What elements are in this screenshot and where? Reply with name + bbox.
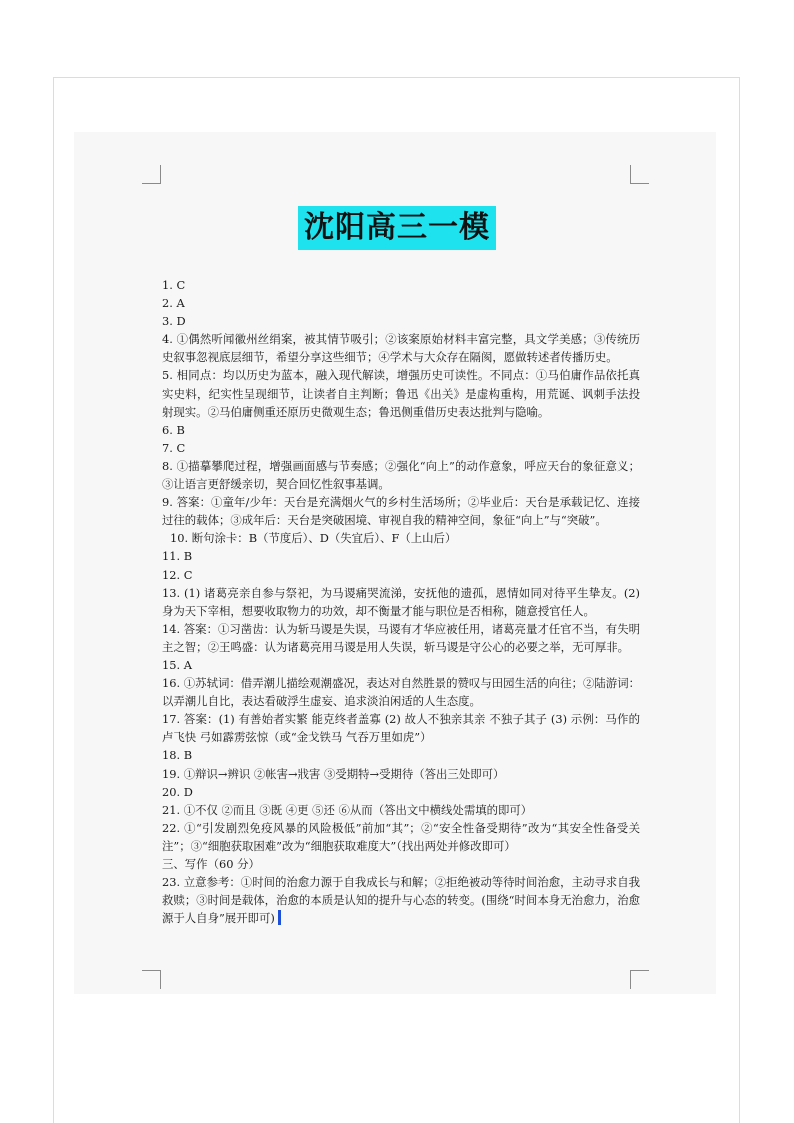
text-cursor — [278, 910, 281, 925]
answer-19: 19. ①辩识→辨识 ②帐害→戕害 ③受期特→受期待（答出三处即可） — [162, 766, 505, 781]
answer-14: 14. 答案：①习凿齿：认为斩马谡是失误，马谡有才华应被任用，诸葛亮量才任官不当，有失明主之智；②王鸣盛：认为诸葛亮用马谡是用人失误，斩马谡是守公心的必要之举，无可厚非。 — [162, 621, 640, 654]
answer-13: 13. (1) 诸葛亮亲自参与祭祀，为马谡痛哭流涕，安抚他的遗孤，恩情如同对待平生挚友。(2) 身为天下宰相，想要收取物力的功效，却不衡量才能与职位是否相称，随意授官任人。 — [162, 585, 640, 618]
answer-content[interactable] — [162, 276, 640, 927]
answer-1: 1. C — [162, 278, 186, 292]
page-title: 沈阳高三一模 — [298, 206, 496, 250]
answer-23 — [162, 873, 640, 927]
answer-22: 22. ①“引发剧烈免疫风暴的风险极低”前加“其”；②“安全性备受期待”改为“其安全性备受关注”；③“细胞获取困难”改为“细胞获取难度大”（找出两处并修改即可） — [162, 820, 640, 853]
answer-10: 10. 断句涂卡：B（节度后）、D（失宜后）、F（上山后） — [170, 531, 457, 546]
section-heading-writing: 三、写作（60 分） — [162, 857, 260, 871]
answer-21: 21. ①不仅 ②而且 ③既 ④更 ⑤还 ⑥从而（答出文中横线处需填的即可） — [162, 802, 533, 817]
title-wrapper — [0, 206, 794, 250]
answer-3: 3. D — [162, 314, 186, 329]
answer-17: 17. 答案：(1) 有善始者实繁 能克终者盖寡 (2) 故人不独亲其亲 不独子其子 (3) 示例：马作的卢飞快 弓如霹雳弦惊（或“金戈铁马 气吞万里如虎”） — [162, 712, 640, 745]
answer-18: 18. B — [162, 748, 193, 763]
answer-9: 9. 答案：①童年/少年：天台是充满烟火气的乡村生活场所；②毕业后：天台是承载记忆、连接过往的载体；③成年后：天台是突破困境、审视自我的精神空间，象征“向上”与“突破”。 — [162, 495, 640, 528]
answer-7: 7. C — [162, 440, 186, 455]
answer-23-text: 23. 立意参考：①时间的治愈力源于自我成长与和解；②拒绝被动等待时间治愈，主动寻求自我救赎；③时间是载体，治愈的本质是认知的提升与心态的转变。(围绕“时间本身无治愈力，治愈源于人自身”展开即可) — [162, 875, 640, 926]
answer-8: 8. ①描摹攀爬过程，增强画面感与节奏感；②强化“向上”的动作意象，呼应天台的象征意义；③让语言更舒缓亲切，契合回忆性叙事基调。 — [162, 458, 640, 492]
answer-5: 5. 相同点：均以历史为蓝本，融入现代解读，增强历史可读性。不同点：①马伯庸作品依托真实史料，纪实性呈现细节，让读者自主判断；鲁迅《出关》是虚构重构，用荒诞、讽刺手法投射现实。②马伯庸侧重还原历史微观生态；鲁迅侧重借历史表达批判与隐喻。 — [162, 368, 640, 419]
answer-20: 20. D — [162, 784, 193, 799]
answer-4: 4. ①偶然听闻徽州丝绢案，被其情节吸引；②该案原始材料丰富完整，具文学美感；③传统历史叙事忽视底层细节，希望分享这些细节；④学术与大众存在隔阂，愿做转述者传播历史。 — [162, 332, 640, 365]
answer-6: 6. B — [162, 422, 185, 437]
crop-mark-bottom-left — [142, 970, 161, 989]
crop-mark-top-right — [630, 165, 649, 184]
answer-11: 11. B — [162, 549, 193, 564]
crop-mark-bottom-right — [630, 970, 649, 989]
answer-15: 15. A — [162, 657, 192, 672]
answer-16: 16. ①苏轼词：借弄潮儿描绘观潮盛况，表达对自然胜景的赞叹与田园生活的向往；②陆游词：以弄潮儿自比，表达看破浮生虚妄、追求淡泊闲适的人生态度。 — [162, 676, 640, 709]
crop-mark-top-left — [142, 165, 161, 184]
answer-12: 12. C — [162, 567, 193, 582]
answer-2: 2. A — [162, 296, 185, 311]
